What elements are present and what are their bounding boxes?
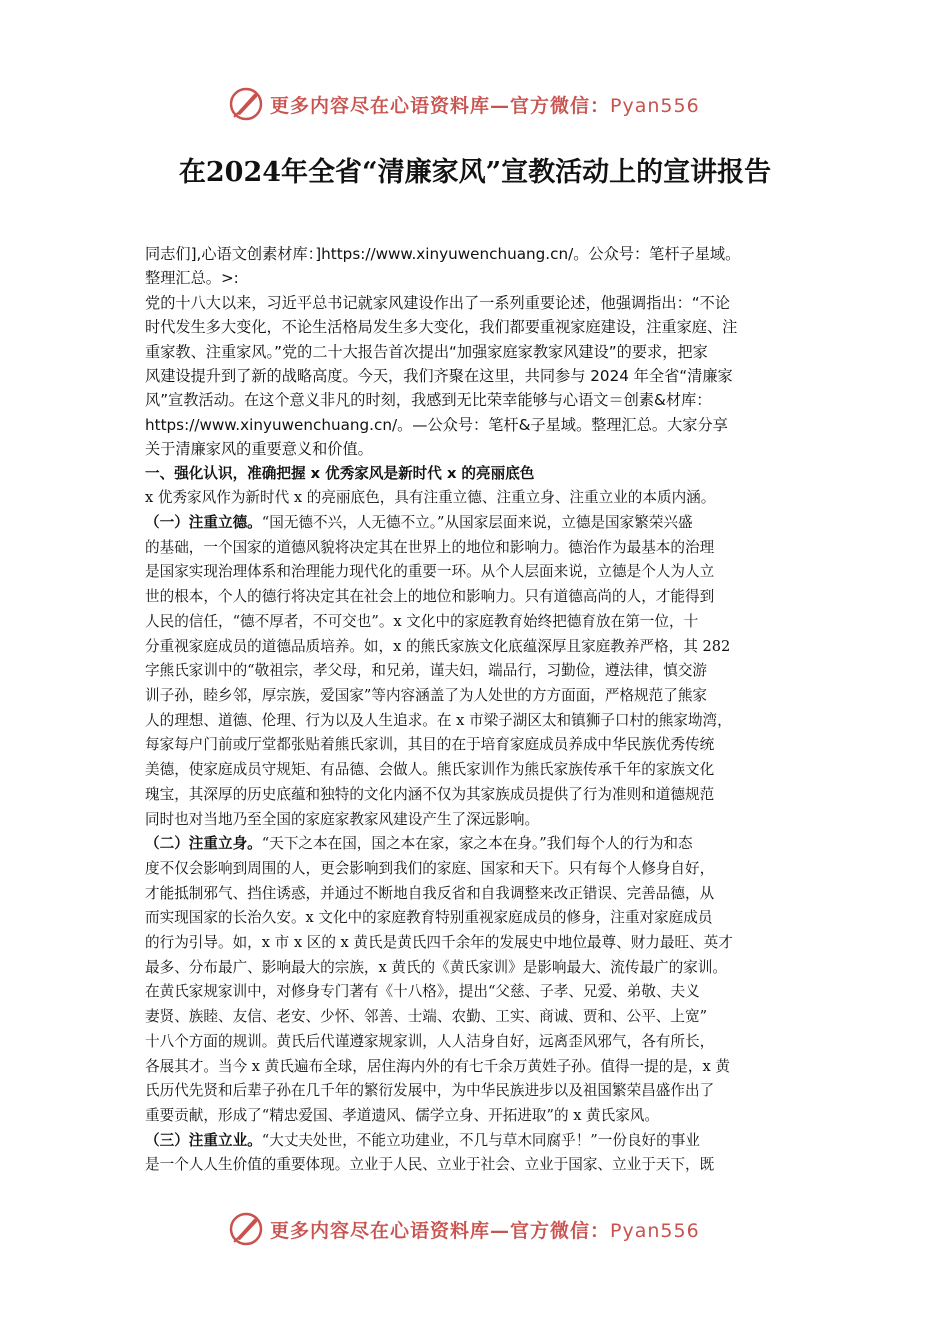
paragraph-line: 训子孙，睦乡邻，厚宗族，爱国家”等内容涵盖了为人处世的方方面面，严格规范了熊家: [145, 686, 708, 704]
paragraph-text: “大丈夫处世，不能立功建业，不几与草木同腐乎！”一份良好的事业: [261, 1131, 700, 1149]
quill-pen-icon: [228, 1211, 264, 1247]
paragraph-line: 而实现国家的长治久安。x 文化中的家庭教育特别重视家庭成员的修身，注重对家庭成员: [145, 909, 713, 927]
intro-paragraph: [145, 242, 815, 462]
intro-line: 时代发生多大变化，不论生活格局发生多大变化，我们都要重视家庭建设，注重家庭、注: [145, 318, 738, 337]
paragraph-line: 美德，使家庭成员守规矩、有品德、会做人。熊氏家训作为熊氏家族传承千年的家族文化: [145, 761, 715, 779]
intro-line: 同志们],心语文创素材库：]https://www.xinyuwenchuang.cn/。公众号：笔杆子星域。: [145, 245, 741, 263]
intro-line: 风建设提升到了新的战略高度。今天，我们齐聚在这里，共同参与 2024 年全省“清廉家: [145, 367, 733, 386]
banner-text: [270, 91, 700, 118]
paragraph-line: 各展其才。当今 x 黄氏遍布全球，居住海内外的有七千余万黄姓子孙。值得一提的是，x 黄: [145, 1057, 730, 1075]
document-body: [145, 242, 815, 1178]
footer-banner: [228, 1209, 748, 1249]
paragraph-first-line: [145, 1129, 815, 1154]
section-lead: x 优秀家风作为新时代 x 的亮丽底色，具有注重立德、注重立身、注重立业的本质内涵。: [145, 489, 716, 507]
subsection-label: （三）注重立业。: [145, 1131, 262, 1149]
paragraph-line: 是一个人人生价值的重要体现。立业于人民、立业于社会、立业于国家、立业于天下，既: [145, 1156, 715, 1174]
paragraph-line: 才能抵制邪气、挡住诱惑，并通过不断地自我反省和自我调整来改正错误、完善品德，从: [145, 884, 715, 902]
intro-line: https://www.xinyuwenchuang.cn/。—公众号：笔杆&子星域。整理汇总。大家分享: [145, 415, 728, 434]
paragraph-line: 世的根本，个人的德行将决定其在社会上的地位和影响力。只有道德高尚的人，才能得到: [145, 588, 715, 606]
paragraph-line: 的行为引导。如，x 市 x 区的 x 黄氏是黄氏四千余年的发展史中地位最尊、财力最旺、英才: [145, 934, 733, 952]
document-title: 在2024年全省“清廉家风”宣教活动上的宣讲报告: [178, 157, 772, 188]
banner-text: [270, 1216, 700, 1243]
paragraph-text: “国无德不兴，人无德不立。”从国家层面来说，立德是国家繁荣兴盛: [261, 514, 693, 532]
paragraph-line: 分重视家庭成员的道德品质培养。如，x 的熊氏家族文化底蕴深厚且家庭教养严格，其 282: [145, 637, 731, 655]
banner-label: 更多内容尽在心语资料库—官方微信：: [270, 1219, 611, 1242]
section-body: [145, 486, 815, 1178]
paragraph-line: 的基础，一个国家的道德风貌将决定其在世界上的地位和影响力。德治作为最基本的治理: [145, 538, 715, 556]
paragraph-line: 同时也对当地乃至全国的家庭家教家风建设产生了深远影响。: [145, 810, 540, 828]
banner-wechat-id: Pyan556: [610, 1219, 700, 1242]
paragraph-line: 十八个方面的规训。黄氏后代谨遵家规家训，人人洁身自好，远离歪风邪气，各有所长，: [145, 1032, 715, 1050]
paragraph-line: 重要贡献，形成了“精忠爱国、孝道遗风、儒学立身、开拓进取”的 x 黄氏家风。: [145, 1106, 660, 1124]
quill-pen-icon: [228, 86, 264, 122]
banner-label: 更多内容尽在心语资料库—官方微信：: [270, 94, 611, 117]
paragraph-line: 瑰宝，其深厚的历史底蕴和独特的文化内涵不仅为其家族成员提供了行为准则和道德规范: [145, 785, 715, 803]
paragraph-first-line: [145, 511, 815, 536]
intro-line: 重家教、注重家风。”党的二十大报告首次提出“加强家庭家教家风建设”的要求，把家: [145, 342, 708, 361]
intro-line: 风”宣教活动。在这个意义非凡的时刻，我感到无比荣幸能够与心语文＝创素&材库：: [145, 391, 712, 410]
paragraph-line: 度不仅会影响到周围的人，更会影响到我们的家庭、国家和天下。只有每个人修身自好，: [145, 859, 715, 877]
paragraph-line: 人民的信任，“德不厚者，不可交也”。x 文化中的家庭教育始终把德育放在第一位，十: [145, 612, 699, 630]
paragraph-first-line: [145, 832, 815, 857]
subsection-label: （一）注重立德。: [145, 514, 262, 532]
banner-wechat-id: Pyan556: [610, 94, 700, 117]
paragraph-line: 每家每户门前或厅堂都张贴着熊氏家训，其目的在于培育家庭成员养成中华民族优秀传统: [145, 736, 715, 754]
paragraph-text: “天下之本在国，国之本在家，家之本在身。”我们每个人的行为和态: [261, 835, 693, 853]
header-banner: [228, 84, 748, 124]
intro-line: 党的十八大以来，习近平总书记就家风建设作出了一系列重要论述，他强调指出：“不论: [145, 293, 730, 312]
paragraph-line: 是国家实现治理体系和治理能力现代化的重要一环。从个人层面来说，立德是个人为人立: [145, 563, 715, 581]
paragraph-line: 妻贤、族睦、友信、老安、少怀、邻善、士端、农勤、工实、商诚、贾和、公平、上宽”: [145, 1008, 708, 1026]
paragraph-line: 在黄氏家规家训中，对修身专门著有《十八格》，提出“父慈、子孝、兄爱、弟敬、夫义: [145, 983, 700, 1001]
paragraph-line: 氏历代先贤和后辈子孙在几千年的繁衍发展中，为中华民族进步以及祖国繁荣昌盛作出了: [145, 1082, 715, 1100]
paragraph-line: 最多、分布最广、影响最大的宗族，x 黄氏的《黄氏家训》是影响最大、流传最广的家训。: [145, 958, 728, 976]
paragraph-line: 人的理想、道德、伦理、行为以及人生追求。在 x 市梁子湖区太和镇狮子口村的熊家坳湾，: [145, 711, 732, 729]
intro-line: 关于清廉家风的重要意义和价值。: [145, 440, 373, 459]
subsection-label: （二）注重立身。: [145, 835, 262, 853]
paragraph-line: 字熊氏家训中的“敬祖宗，孝父母，和兄弟，谨夫妇，端品行，习勤俭，遵法律，慎交游: [145, 662, 708, 680]
section-heading: 一、强化认识，准确把握 x 优秀家风是新时代 x 的亮丽底色: [145, 464, 535, 482]
intro-line: 整理汇总。>:: [145, 269, 239, 288]
